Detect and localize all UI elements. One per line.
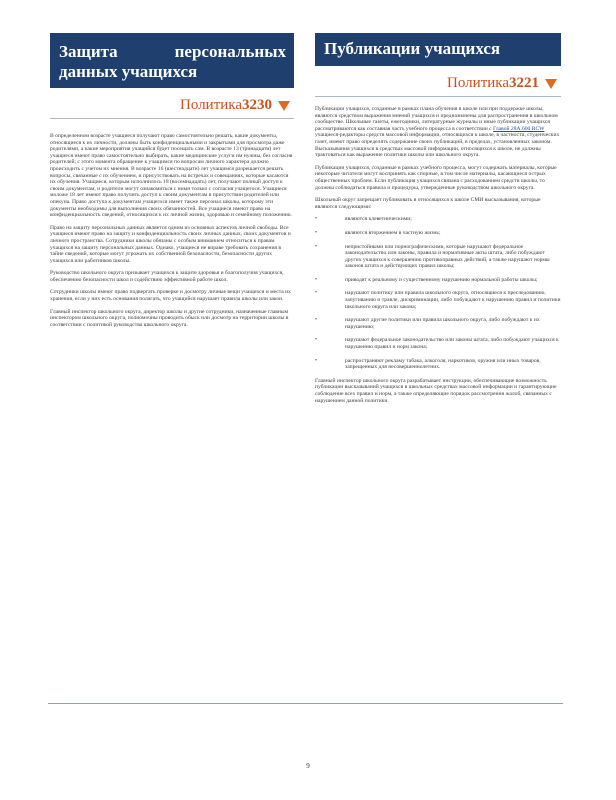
policy-divider: [315, 96, 561, 97]
list-item-text: являются клеветническими;: [345, 216, 412, 223]
list-item-text: непристойными или порнографическими, которые нарушают федеральное законодательство или законы, правила и нормативные акты штата, либо побуждают других учащихся к совершению противоправных действий, а также нарушают нормы законов штата и действующих правил школы;: [345, 243, 550, 270]
paragraph: Сотрудники школы имеют право подвергать проверке и досмотру личные вещи учащихся и места их хранения, если у них есть основания полагать, что учащийся нарушает правила школы или закон.: [50, 289, 291, 303]
paragraph: [315, 106, 561, 159]
paragraph: Главный инспектор школьного округа разрабатывает инструкции, обеспечивающие возможность публикации высказываний учащихся в школьных средствах массовой информации и гарантирующие соблюдение всех правил и норм, а также определяющие порядок рассмотрения жалоб, связанных с нарушением данной политики.: [315, 377, 557, 404]
bullet-icon: •: [315, 290, 318, 297]
policy-number: 3230: [242, 97, 272, 113]
list-item-text: приводят к реальному и существенному нарушению нормальной работы школы;: [345, 276, 538, 283]
bullet-icon: •: [315, 216, 318, 223]
policy-label-group: [447, 75, 539, 92]
list-item-text: нарушают политику или правила школьного округа, относящиеся к преследованию, запугиванию и травле, дискриминации, либо побуждают к нарушению правил и политики школьного округа или закона;: [345, 290, 561, 310]
list-item: [315, 317, 561, 330]
policy-label: Политика: [447, 75, 509, 91]
list-item-text: распространяют рекламу табака, алкоголя, наркотиков, оружия или иных товаров, запрещенных для несовершеннолетних.: [345, 357, 541, 371]
bullet-icon: •: [315, 243, 318, 250]
triangle-down-icon: [545, 79, 557, 89]
list-item: [315, 290, 561, 310]
paragraph: Школьный округ запрещает публиковать в относящихся к школе СМИ высказывания, которые являются следующими:: [315, 197, 541, 210]
bullet-icon: •: [315, 317, 318, 324]
paragraph-text: учащиеся-редакторы средств массовой информации, относящихся к школе, в частности, студенческих газет, имеют право определять содержание своих публикаций, в пределах, установленных законом. Высказывания учащихся в средствах массовой информации, относящихся к школе, не должны трактоваться как выражение политики школы или школьного округа.: [315, 132, 560, 159]
policy-label: Политика: [180, 97, 242, 113]
prohibited-content-list: [315, 216, 561, 371]
list-item: [315, 337, 561, 350]
section-title-student-privacy: [50, 33, 294, 88]
paragraph: Главный инспектор школьного округа, директор школы и другие сотрудники, назначенные главным инспектором школьного округа, полномочны проводить обыск или досмотр на территории школы в соответствии с политикой руководства школьного округа.: [50, 308, 289, 328]
list-item-text: нарушают федеральное законодательство или законы штата, либо побуждают учащихся к нарушению правил и норм закона;: [345, 337, 559, 351]
policy-number: 3221: [509, 75, 539, 91]
section-title-text: Публикации учащихся: [324, 39, 501, 58]
triangle-down-icon: [278, 101, 290, 111]
policy-body: [315, 106, 561, 404]
paragraph-text: Публикации учащихся, созданные в рамках плана обучения в школе или при поддержке школы, являются средством выражения мнений учащихся и предназначены для распространения в школьном сообществе. Школьные газеты, ежегодники, литературные журналы и иные публикации учащихся рассматриваются как составная часть учебного процесса в соответствии с: [315, 106, 558, 132]
rcw-link[interactable]: Главой 28A.600 RCW: [493, 125, 545, 132]
bullet-icon: •: [315, 357, 318, 364]
list-item: [315, 230, 561, 237]
list-item: [315, 244, 561, 270]
policy-reference: [315, 75, 557, 92]
policy-label-group: [180, 97, 272, 114]
paragraph: Руководство школьного округа призывает учащихся к защите здоровья и благополучия учащихся, обеспечению безопасности школ и содействию эффективной работе школ.: [50, 270, 284, 283]
footer-divider: [48, 703, 563, 704]
right-column: [315, 33, 561, 410]
policy-reference: [50, 97, 290, 114]
paragraph: Публикации учащихся, созданные в рамках учебного процесса, могут содержать материалы, которые некоторые читатели могут воспринять как спорные, в том числе материалы, касающиеся острых общественных проблем. Если публикация учащихся связана с расходованием средств школы, то должны соблюдаться правила и процедуры, утвержденные руководством школьного округа.: [315, 164, 557, 191]
section-title-text: Защита персональных данных учащихся: [59, 42, 286, 81]
list-item: [315, 277, 561, 284]
policy-divider: [50, 118, 294, 119]
list-item-text: нарушают другие политики или правила школьного округа, либо побуждают к их нарушению;: [345, 317, 540, 330]
left-column: [50, 33, 294, 334]
bullet-icon: •: [315, 276, 318, 283]
page-number: 9: [306, 762, 310, 770]
list-item: [315, 358, 561, 371]
list-item-text: являются вторжением в частную жизнь;: [345, 229, 441, 236]
list-item: [315, 216, 561, 223]
policy-body: [50, 133, 294, 328]
bullet-icon: •: [315, 337, 318, 344]
section-title-student-publications: [315, 33, 561, 66]
paragraph: В определенном возрасте учащиеся получают право самостоятельно решать, какие документы, относящиеся к их личности, должны быть конфиденциальными и закрытыми для просмотра даже родителями, а какие мероприятия учащийся будет посещать сам. В возрасте 13 (тринадцати) лет учащиеся имеют право самостоятельно выбирать, какие медицинские услуги им нужны, без согласия родителей; с этого момента обращение к учащимся по вопросам личного характера должно происходить с учетом их мнения. В возрасте 16 (шестнадцати) лет учащимся разрешается решать вопросы, связанные с их обучением, и присутствовать на встречах и совещаниях, которые касаются их обучения. Учащиеся, которым исполнилось 18 (восемнадцать) лет, получают полный доступ к своим документам, и родители могут ознакомиться с ними только с согласия учащегося. Учащиеся моложе 18 лет имеют право получить доступ к своим документам в присутствии родителей или опекуна. Право доступа к документам учащегося имеет также персонал школы, которому эти документы необходимы для выполнения своих обязанностей. Все учащиеся имеют право на конфиденциальность сведений, относящихся к их личной жизни, здоровью и семейному положению.: [50, 133, 293, 219]
bullet-icon: •: [315, 229, 318, 236]
paragraph: Право на защиту персональных данных является одним из основных аспектов личной свободы. Все учащиеся имеют право на защиту и конфиденциальность своих личных данных, своих документов и личного пространства. Сотрудники школы обязаны с особым вниманием относиться к правам учащихся на защиту персональных данных. Однако, учащиеся не вправе требовать сохранения в тайне сведений, которые могут угрожать их собственной безопасности, безопасности других учащихся или работников школы.: [50, 224, 291, 264]
